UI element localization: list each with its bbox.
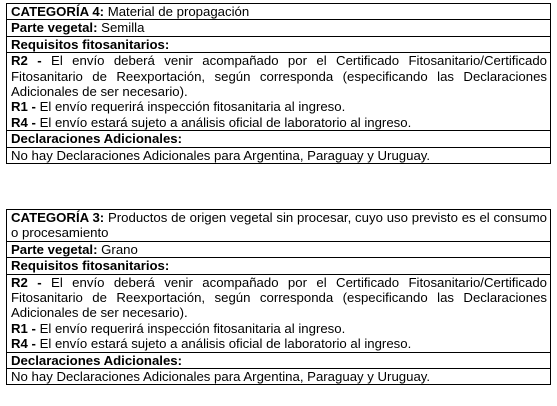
declaraciones-heading: Declaraciones Adicionales: <box>7 131 551 147</box>
requisito-r4 <box>11 336 547 351</box>
parte-vegetal-text: Grano <box>97 241 138 257</box>
table-categoria-4 <box>6 3 551 164</box>
categoria-label: CATEGORÍA 4: <box>11 4 105 19</box>
declaraciones-text: No hay Declaraciones Adicionales para Argentina, Paraguay y Uruguay. <box>7 369 551 385</box>
requisitos-heading: Requisitos fitosanitarios: <box>7 36 551 52</box>
requisito-text: El envío deberá venir acompañado por el Certificado Fitosanitario/Certificado Fitosanitario de Reexportación, según corresponda (especificando las Declaraciones Adicionales de ser necesario). <box>11 53 547 100</box>
declaraciones-heading: Declaraciones Adicionales: <box>7 352 551 368</box>
requisito-r2 <box>11 53 547 99</box>
requisito-code: R2 - <box>11 274 42 290</box>
requisito-text: El envío estará sujeto a análisis oficial de laboratorio al ingreso. <box>35 114 412 130</box>
requisito-r1 <box>11 321 547 336</box>
requisito-text: El envío deberá venir acompañado por el Certificado Fitosanitario/Certificado Fitosanitario de Reexportación, según corresponda (especificando las Declaraciones Adicionales de ser necesario). <box>11 274 547 321</box>
parte-vegetal-label: Parte vegetal: <box>11 20 98 36</box>
requisito-text: El envío requerirá inspección fitosanitaria al ingreso. <box>35 320 346 336</box>
requisitos-list <box>7 274 551 352</box>
categoria-text: Productos de origen vegetal sin procesar, cuyo uso previsto es el consumo o procesamiento <box>11 210 548 241</box>
requisitos-heading: Requisitos fitosanitarios: <box>7 258 551 274</box>
parte-vegetal-text: Semilla <box>97 20 145 36</box>
requisito-code: R4 - <box>11 336 36 352</box>
requisito-code: R4 - <box>11 114 36 130</box>
parte-vegetal-label: Parte vegetal: <box>11 241 98 257</box>
requisito-code: R1 - <box>11 320 36 336</box>
requisito-r2 <box>11 275 547 321</box>
requisito-code: R1 - <box>11 99 36 115</box>
requisitos-list <box>7 53 551 131</box>
requisito-r4 <box>11 115 547 130</box>
requisito-text: El envío requerirá inspección fitosanitaria al ingreso. <box>35 99 346 115</box>
parte-vegetal-row <box>7 241 551 257</box>
categoria-text: Material de propagación <box>104 4 250 19</box>
parte-vegetal-row <box>7 20 551 36</box>
declaraciones-text: No hay Declaraciones Adicionales para Argentina, Paraguay y Uruguay. <box>7 147 551 163</box>
requisito-text: El envío estará sujeto a análisis oficial de laboratorio al ingreso. <box>35 336 412 352</box>
categoria-row <box>7 4 551 20</box>
categoria-row <box>7 210 551 242</box>
requisito-code: R2 - <box>11 53 42 69</box>
table-categoria-3 <box>6 209 551 385</box>
requisito-r1 <box>11 99 547 114</box>
categoria-label: CATEGORÍA 3: <box>11 210 105 225</box>
